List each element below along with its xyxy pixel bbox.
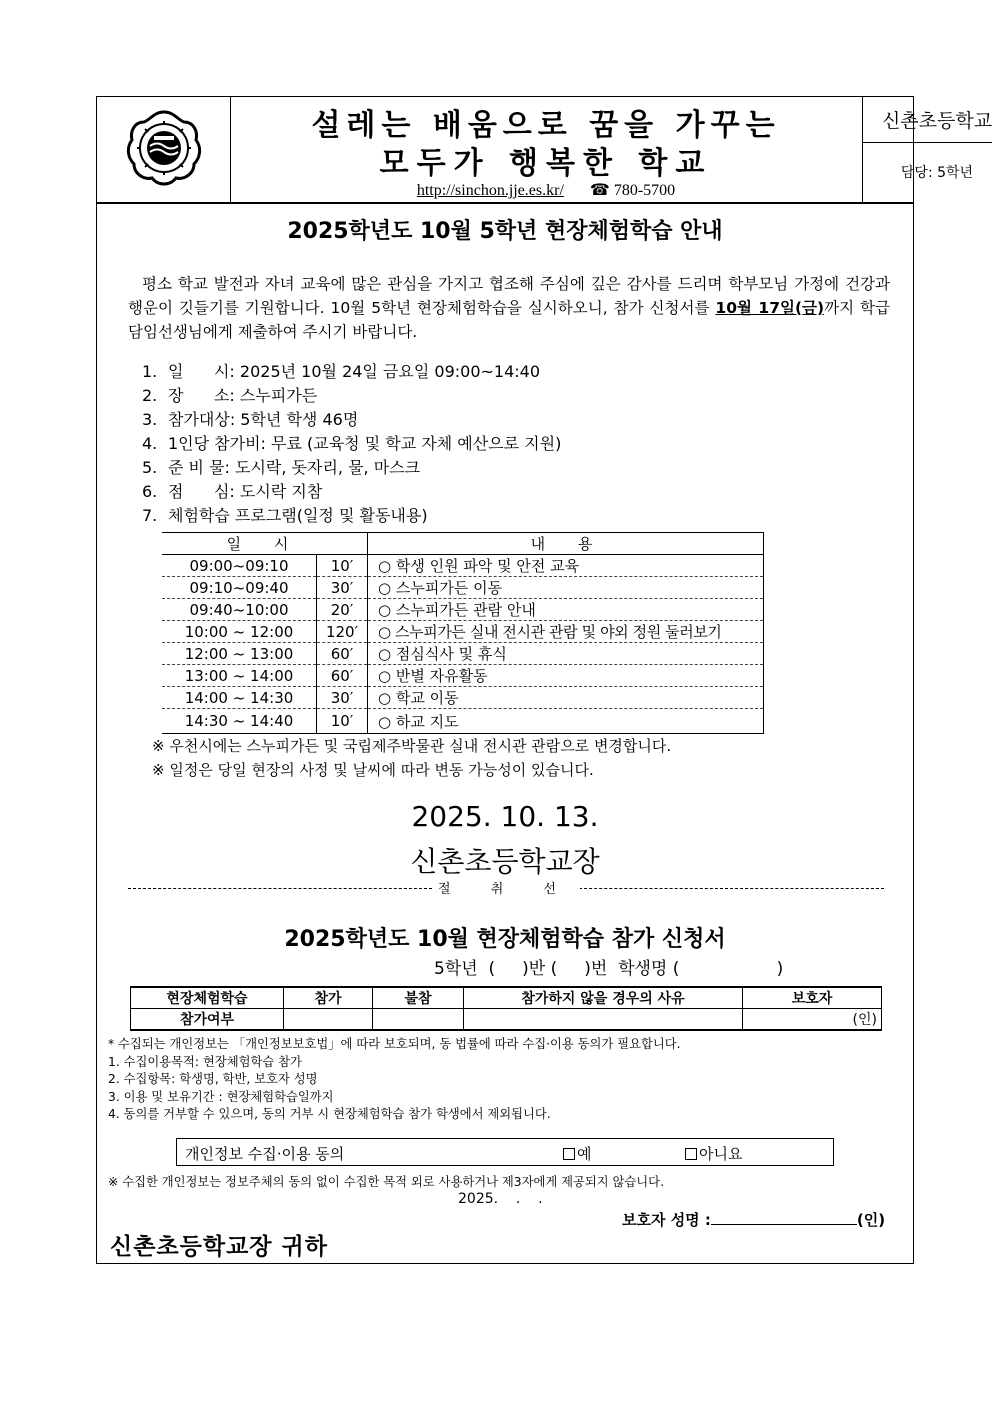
- application-table: [130, 986, 882, 1031]
- table-row: [131, 1009, 882, 1031]
- list-item: 3. 참가대상: 5학년 학생 46명: [142, 410, 359, 429]
- cut-label: 절 취 선: [128, 878, 884, 897]
- table-row: 09:10~09:40 30′ ○ 스누피가든 이동: [162, 577, 764, 599]
- notice-items: [142, 360, 561, 528]
- col-reason: 참가하지 않을 경우의 사유: [464, 987, 743, 1009]
- table-row: 12:00 ~ 13:00 60′ ○ 점심식사 및 휴식: [162, 643, 764, 665]
- form-title: 2025학년도 10월 현장체험학습 참가 신청서: [284, 927, 726, 952]
- consent-label: 개인정보 수집·이용 동의: [185, 1145, 345, 1163]
- table-row: 14:00 ~ 14:30 30′ ○ 학교 이동: [162, 687, 764, 709]
- student-info-line[interactable]: 5학년 ( )반 ( )번 학생명 ( ): [434, 959, 784, 979]
- col-guardian: 보호자: [743, 987, 882, 1009]
- note-change: ※ 일정은 당일 현장의 사정 및 날씨에 따라 변동 가능성이 있습니다.: [152, 761, 594, 779]
- col-absent: 불참: [373, 987, 464, 1009]
- guardian-signature-line[interactable]: 보호자 성명 : (인): [622, 1211, 886, 1229]
- list-item: 7. 체험학습 프로그램(일정 및 활동내용): [142, 506, 428, 525]
- notice-title: 2025학년도 10월 5학년 현장체험학습 안내: [287, 219, 723, 244]
- guardian-name-field[interactable]: [711, 1210, 857, 1225]
- list-item: 5. 준 비 물: 도시락, 돗자리, 물, 마스크: [142, 458, 421, 477]
- consent-yes-checkbox[interactable]: 예: [563, 1143, 592, 1164]
- table-row: 09:00~09:10 10′ ○ 학생 인원 파악 및 안전 교육: [162, 555, 764, 577]
- row-label: 현장체험학습: [131, 987, 284, 1009]
- slogan-cell: [230, 96, 863, 202]
- table-row: 10:00 ~ 12:00 120′ ○ 스누피가든 실내 전시관 관람 및 야외 정원 둘러보기: [162, 621, 764, 643]
- school-name: 신촌초등학교: [862, 96, 992, 143]
- table-row: 13:00 ~ 14:00 60′ ○ 반별 자유활동: [162, 665, 764, 687]
- table-header-row: [162, 533, 764, 555]
- consent-no-checkbox[interactable]: 아니요: [685, 1143, 742, 1164]
- school-phone: ☎ 780-5700: [589, 182, 676, 199]
- schedule-header-time: 일 시: [162, 533, 368, 555]
- letterhead: [96, 96, 992, 204]
- table-row: 14:30 ~ 14:40 10′ ○ 하교 지도: [162, 709, 764, 734]
- privacy-notice: * 수집되는 개인정보는 「개인정보보호법」에 따라 보호되며, 동 법률에 따라 수집·이용 동의가 필요합니다. 1. 수집이용목적: 현장체험학습 참가 2. 수집항목: 학생명, 학반, 보호자 성명 3. 이용 및 보유기간 : 현장체험학습일까지 4. 동의를 거부할 수 있으며, 동의 거부 시 현장체험학습 참가 학생에서 제외됩니다.: [108, 1037, 681, 1121]
- absent-checkbox-cell[interactable]: [373, 1009, 464, 1031]
- slogan-line-2: 모두가 행복한 학교: [379, 146, 713, 181]
- list-item: 6. 점 심: 도시락 지참: [142, 482, 323, 501]
- slogan-line-1: 설레는 배움으로 꿈을 가꾸는: [311, 108, 781, 143]
- col-join: 참가: [284, 987, 373, 1009]
- schedule-header-content: 내 용: [368, 533, 764, 555]
- in-charge-label: 담당: 5학년: [900, 165, 974, 181]
- cut-line: [128, 878, 884, 898]
- schedule-table: [162, 532, 764, 734]
- intro-text-1: 평소 학교 발전과 자녀 교육에 많은 관심을 가지고 협조해 주심에 깊은 감사를 드리며 학부모님 가정에 건강과 행운이 깃들기를 기원합니다. 10월 5학년 현장체험학습을 실시하오니, 참가 신청서를: [128, 275, 890, 317]
- intro-text-2: 까지 학급 담임선생님에게 제출하여 주시기 바랍니다.: [128, 299, 890, 341]
- school-logo-cell: [96, 96, 231, 202]
- list-item: 4. 1인당 참가비: 무료 (교육청 및 학교 자체 예산으로 지원): [142, 434, 562, 453]
- principal-signature: 신촌초등학교장: [410, 845, 600, 878]
- row-label-2: 참가여부: [131, 1009, 284, 1031]
- privacy-warning: ※ 수집한 개인정보는 정보주체의 동의 없이 수집한 목적 외로 사용하거나 제3자에게 제공되지 않습니다.: [108, 1175, 664, 1189]
- reason-input-cell[interactable]: [464, 1009, 743, 1031]
- signature-date[interactable]: 2025. . .: [458, 1191, 543, 1207]
- notice-date: 2025. 10. 13.: [411, 800, 599, 833]
- table-row: 09:40~10:00 20′ ○ 스누피가든 관람 안내: [162, 599, 764, 621]
- checkbox-icon: [685, 1148, 697, 1160]
- checkbox-icon: [563, 1148, 575, 1160]
- join-checkbox-cell[interactable]: [284, 1009, 373, 1031]
- note-rain: ※ 우천시에는 스누피가든 및 국립제주박물관 실내 전시관 관람으로 변경합니다.: [152, 737, 672, 755]
- privacy-consent-box: [176, 1138, 834, 1166]
- school-url-link[interactable]: http://sinchon.jje.es.kr/: [416, 182, 564, 199]
- contact-line: [230, 180, 862, 200]
- guardian-seal-cell[interactable]: (인): [743, 1009, 882, 1031]
- list-item: 1. 일 시: 2025년 10월 24일 금요일 09:00~14:40: [142, 362, 541, 381]
- table-row: [131, 987, 882, 1009]
- school-emblem-icon: [124, 108, 204, 188]
- notice-intro: [128, 272, 890, 344]
- addressee: 신촌초등학교장 귀하: [110, 1234, 328, 1260]
- notice-notes: [152, 734, 671, 782]
- intro-deadline: 10월 17일(금): [715, 299, 825, 317]
- list-item: 2. 장 소: 스누피가든: [142, 386, 318, 405]
